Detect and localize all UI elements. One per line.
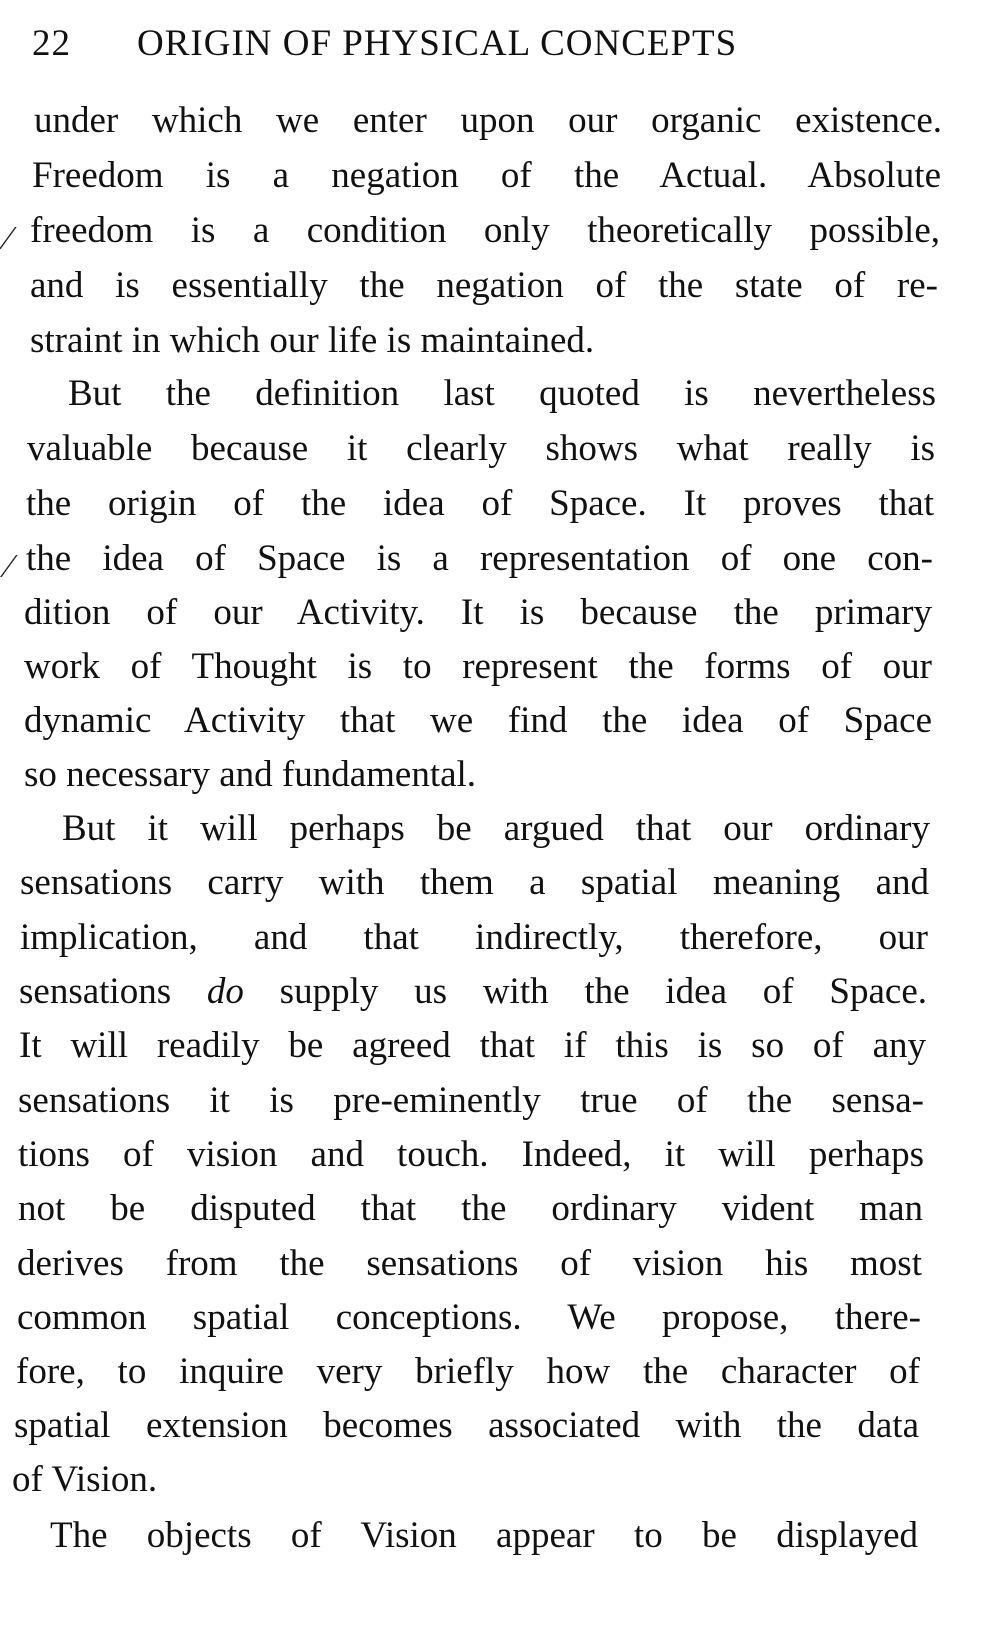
text-line-7: valuable because it clearly shows what really is xyxy=(27,428,935,469)
text-line-23: common spatial conceptions. We propose, there- xyxy=(17,1297,921,1338)
italic-word: do xyxy=(206,971,244,1012)
text-line-16: implication, and that indirectly, therefore, our xyxy=(20,917,928,958)
text-line-4: and is essentially the negation of the state of re- xyxy=(30,265,938,306)
text-line-25: spatial extension becomes associated with the data xyxy=(14,1405,919,1446)
page-number: 22 xyxy=(32,23,71,64)
text-line-13: so necessary and fundamental. xyxy=(24,754,477,795)
text-line-8: the origin of the idea of Space. It proves that xyxy=(26,483,934,524)
margin-mark: ⁄ xyxy=(6,548,12,585)
text-line-26: of Vision. xyxy=(12,1459,158,1500)
text-line-5: straint in which our life is maintained. xyxy=(30,320,595,361)
running-head xyxy=(32,22,902,82)
text-line-24: fore, to inquire very briefly how the character of xyxy=(16,1351,920,1392)
text-line-19: sensations it is pre-eminently true of the sensa- xyxy=(18,1080,924,1121)
text-line-14: But it will perhaps be argued that our ordinary xyxy=(62,808,930,849)
text-line-9: the idea of Space is a representation of one con- xyxy=(26,538,933,579)
text-line-3: freedom is a condition only theoretically possible, xyxy=(30,210,940,251)
text-line-10: dition of our Activity. It is because the primary xyxy=(24,592,932,633)
text-line-2: Freedom is a negation of the Actual. Absolute xyxy=(32,155,941,196)
text-line-21: not be disputed that the ordinary vident man xyxy=(18,1188,923,1229)
text-line-12: dynamic Activity that we find the idea of Space xyxy=(24,700,932,741)
text-line-15: sensations carry with them a spatial meaning and xyxy=(20,862,929,903)
text-line-17 xyxy=(19,966,927,1018)
text-line-1: under which we enter upon our organic existence. xyxy=(34,100,942,141)
running-title: ORIGIN OF PHYSICAL CONCEPTS xyxy=(137,23,738,64)
text-line-20: tions of vision and touch. Indeed, it will perhaps xyxy=(18,1134,924,1175)
text-line-18: It will readily be agreed that if this is so of any xyxy=(19,1025,926,1066)
text-line-6: But the definition last quoted is nevertheless xyxy=(68,373,936,414)
text-line-22: derives from the sensations of vision his most xyxy=(17,1243,922,1284)
text-line-11: work of Thought is to represent the forms of our xyxy=(24,646,932,687)
margin-mark: ⁄ xyxy=(5,220,11,257)
text-segment: sensations xyxy=(19,971,207,1012)
text-line-27: The objects of Vision appear to be displayed xyxy=(50,1515,918,1556)
text-segment: supply us with the idea of Space. xyxy=(243,971,927,1012)
